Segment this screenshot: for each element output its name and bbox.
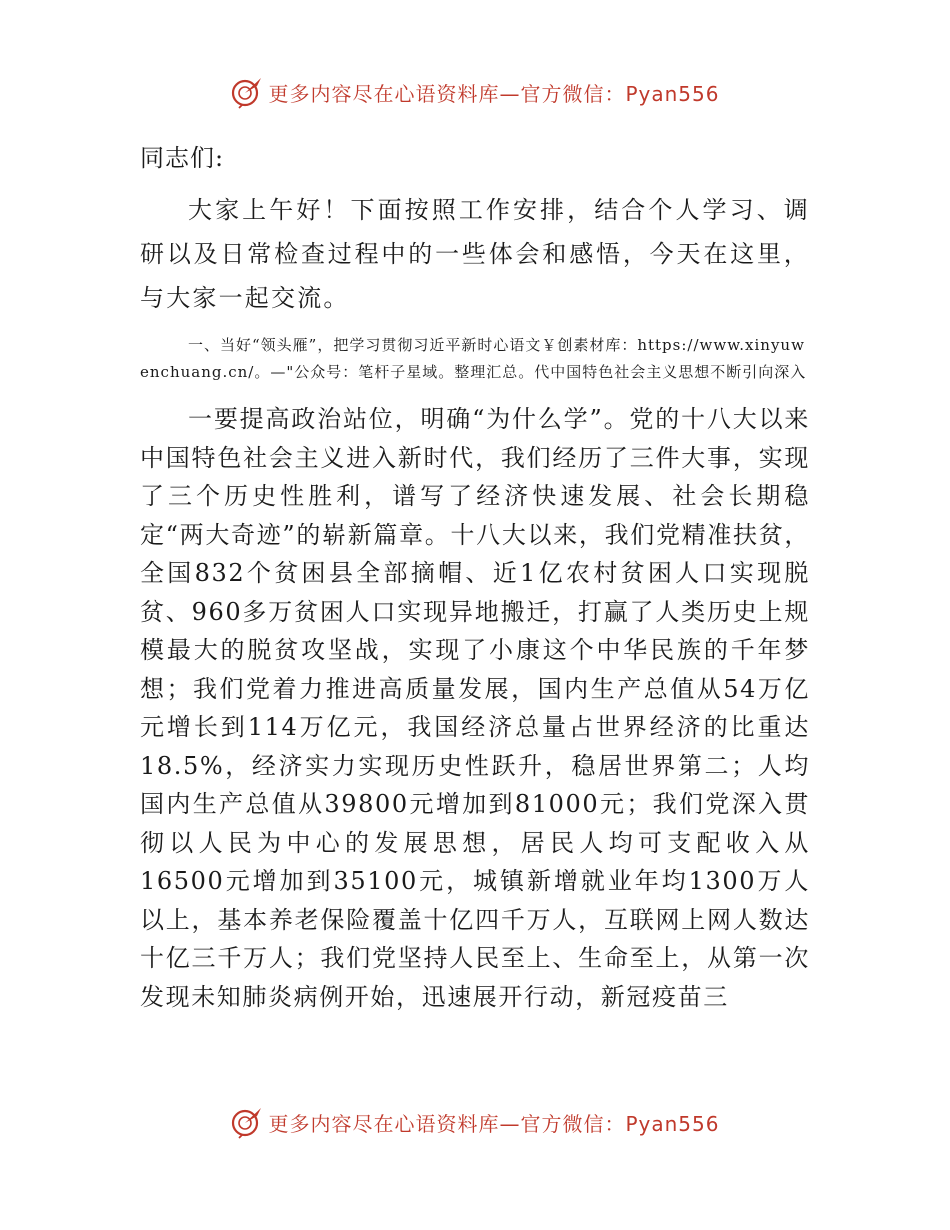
section-heading: 一、当好“领头雁”，把学习贯彻习近平新时心语文￥创素材库：https://www.xinyuwenchuang.cn/。—"公众号：笔杆子星域。整理汇总。代中国特色社会主义思想不断引向深入: [140, 336, 807, 381]
quill-pen-logo-icon: [230, 75, 264, 109]
intro-paragraph: 大家上午好！下面按照工作安排，结合个人学习、调研以及日常检查过程中的一些体会和感悟，今天在这里，与大家一起交流。: [140, 196, 810, 312]
header-banner: [0, 72, 950, 112]
banner-text: 更多内容尽在心语资料库—官方微信：Pyan556: [268, 1111, 720, 1136]
footer-banner: [0, 1102, 950, 1142]
greeting: 同志们:: [140, 144, 225, 172]
quill-pen-logo-icon: [230, 1105, 264, 1139]
document-body: [140, 138, 810, 1016]
body-paragraph: 一要提高政治站位，明确“为什么学”。党的十八大以来中国特色社会主义进入新时代，我们经历了三件大事，实现了三个历史性胜利，谱写了经济快速发展、社会长期稳定“两大奇迹”的崭新篇章。十八大以来，我们党精准扶贫，全国832个贫困县全部摘帽、近1亿农村贫困人口实现脱贫、960多万贫困人口实现异地搬迁，打赢了人类历史上规模最大的脱贫攻坚战，实现了小康这个中华民族的千年梦想；我们党着力推进高质量发展，国内生产总值从54万亿元增长到114万亿元，我国经济总量占世界经济的比重达18.5%，经济实力实现历史性跃升，稳居世界第二；人均国内生产总值从39800元增加到81000元；我们党深入贯彻以人民为中心的发展思想，居民人均可支配收入从16500元增加到35100元，城镇新增就业年均1300万人以上，基本养老保险覆盖十亿四千万人，互联网上网人数达十亿三千万人；我们党坚持人民至上、生命至上，从第一次发现未知肺炎病例开始，迅速展开行动，新冠疫苗三: [140, 405, 810, 1011]
banner-text: 更多内容尽在心语资料库—官方微信：Pyan556: [268, 81, 720, 106]
